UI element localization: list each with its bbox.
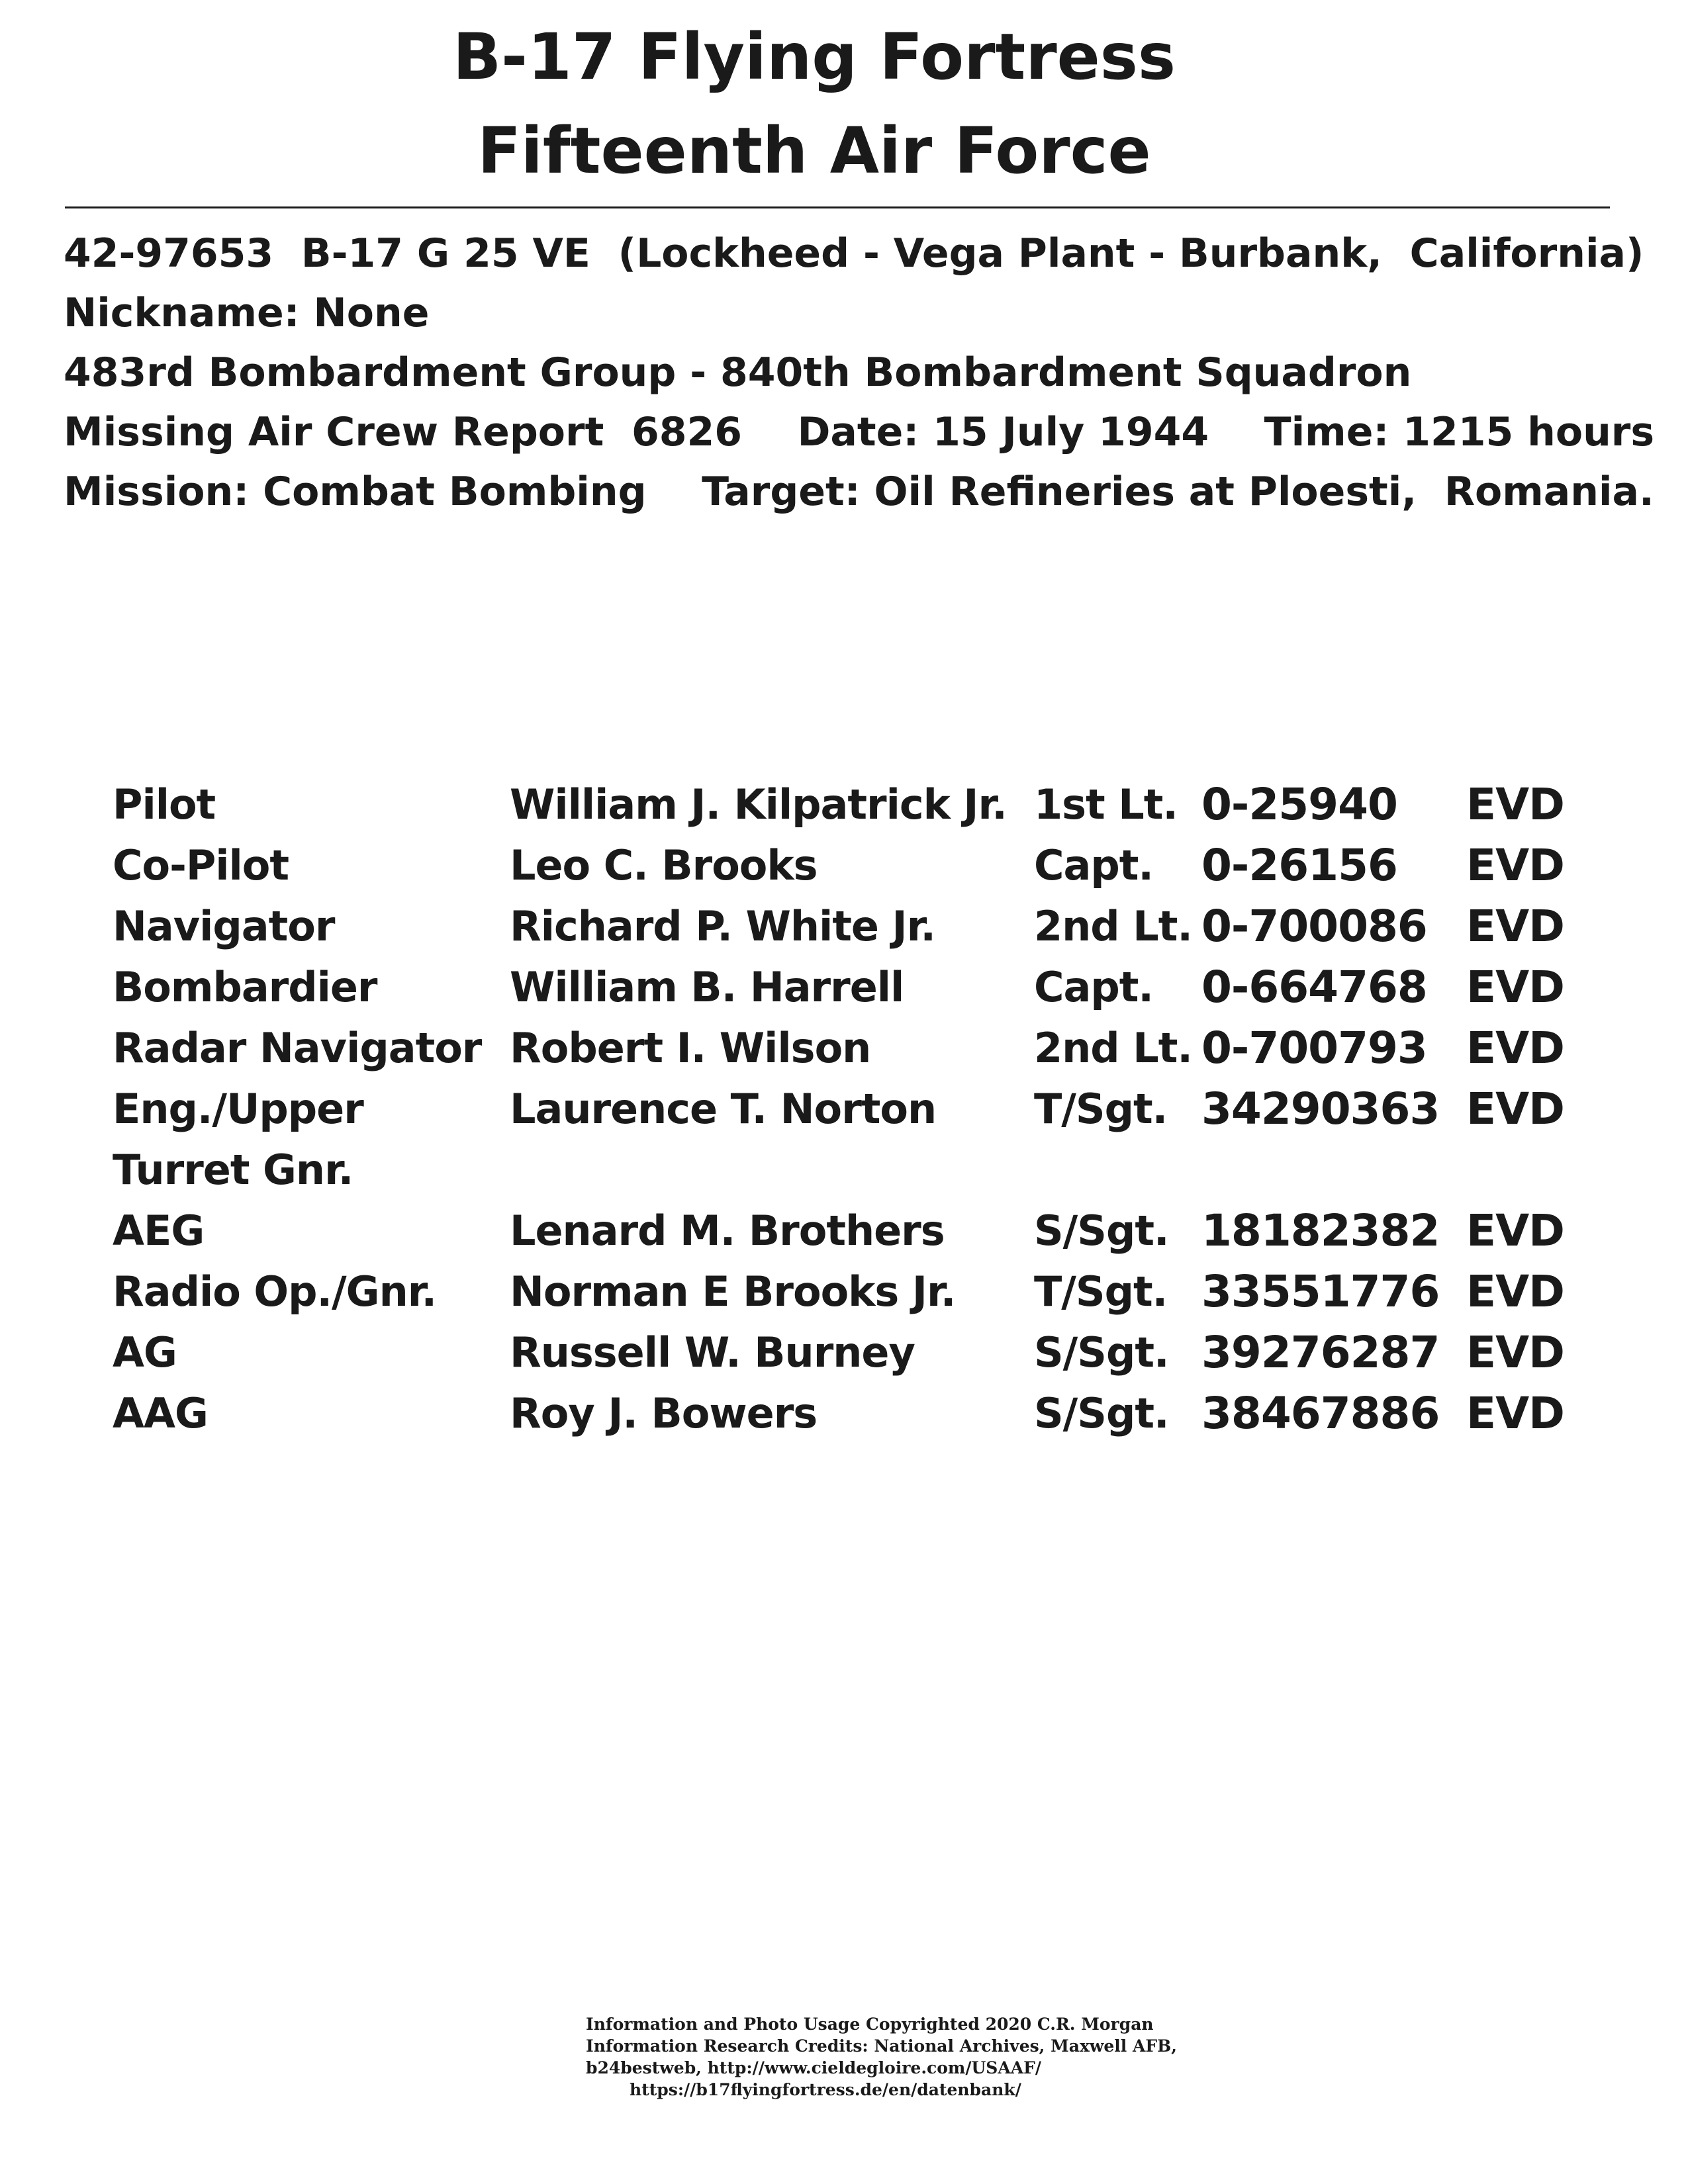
- crew-row: [113, 1018, 1595, 1079]
- crew-rank: S/Sgt.: [1034, 1389, 1169, 1437]
- crew-row: [113, 1261, 1595, 1322]
- crew-row: [113, 957, 1595, 1018]
- crew-position: AG: [113, 1328, 177, 1377]
- crew-position-line2: Turret Gnr.: [113, 1146, 353, 1194]
- crew-rank: 1st Lt.: [1034, 780, 1178, 829]
- crew-status: EVD: [1466, 1023, 1564, 1073]
- crew-status: EVD: [1466, 901, 1564, 952]
- crew-status: EVD: [1466, 779, 1564, 830]
- crew-rank: Capt.: [1034, 963, 1153, 1011]
- unit-line: 483rd Bombardment Group - 840th Bombardment Squadron: [64, 349, 1412, 396]
- crew-row: [113, 1383, 1595, 1444]
- crew-name: Roy J. Bowers: [510, 1389, 818, 1437]
- credits-line: Information Research Credits: National Archives, Maxwell AFB,: [586, 2036, 1177, 2056]
- crew-row: [113, 774, 1595, 835]
- crew-serial: 18182382: [1201, 1205, 1440, 1256]
- crew-status: EVD: [1466, 1388, 1564, 1439]
- aircraft-serial-line: 42-97653 B-17 G 25 VE (Lockheed - Vega Plant - Burbank, California): [64, 230, 1644, 277]
- crew-row: [113, 896, 1595, 957]
- crew-rank: T/Sgt.: [1034, 1267, 1168, 1316]
- crew-rank: S/Sgt.: [1034, 1328, 1169, 1377]
- crew-row: [113, 1079, 1595, 1201]
- crew-position-line1: Eng./Upper: [113, 1085, 363, 1133]
- crew-rank: S/Sgt.: [1034, 1206, 1169, 1255]
- crew-table: [113, 774, 1595, 1444]
- mission-line: Mission: Combat Bombing Target: Oil Refineries at Ploesti, Romania.: [64, 469, 1654, 515]
- crew-rank: 2nd Lt.: [1034, 1024, 1192, 1072]
- page-title: B-17 Flying Fortress: [452, 20, 1176, 94]
- crew-position: Radar Navigator: [113, 1024, 482, 1072]
- page-subtitle: Fifteenth Air Force: [477, 114, 1151, 188]
- crew-name: Robert I. Wilson: [510, 1024, 871, 1072]
- crew-position: Bombardier: [113, 963, 377, 1011]
- crew-position: Co-Pilot: [113, 841, 289, 889]
- crew-name: Laurence T. Norton: [510, 1085, 937, 1133]
- crew-serial: 0-25940: [1201, 779, 1397, 830]
- crew-row: [113, 1322, 1595, 1383]
- crew-name: William B. Harrell: [510, 963, 904, 1011]
- crew-status: EVD: [1466, 1327, 1564, 1378]
- credits-line: b24bestweb, http://www.cieldegloire.com/USAAF/: [586, 2058, 1042, 2077]
- crew-rank: T/Sgt.: [1034, 1085, 1168, 1133]
- crew-status: EVD: [1466, 962, 1564, 1013]
- crew-status: EVD: [1466, 1266, 1564, 1317]
- nickname-line: Nickname: None: [64, 290, 430, 336]
- crew-serial: 38467886: [1201, 1388, 1440, 1439]
- crew-status: EVD: [1466, 840, 1564, 891]
- crew-serial: 33551776: [1201, 1266, 1440, 1317]
- crew-name: Leo C. Brooks: [510, 841, 818, 889]
- crew-rank: Capt.: [1034, 841, 1153, 889]
- crew-position: [113, 1079, 503, 1201]
- crew-name: Russell W. Burney: [510, 1328, 915, 1377]
- crew-serial: 39276287: [1201, 1327, 1440, 1378]
- crew-position: Pilot: [113, 780, 216, 829]
- crew-row: [113, 835, 1595, 896]
- header-divider: [65, 206, 1610, 208]
- crew-status: EVD: [1466, 1083, 1564, 1134]
- copyright-line: Information and Photo Usage Copyrighted 2020 C.R. Morgan: [586, 2015, 1154, 2034]
- crew-serial: 0-700086: [1201, 901, 1427, 952]
- crew-position: Radio Op./Gnr.: [113, 1267, 436, 1316]
- crew-name: Lenard M. Brothers: [510, 1206, 945, 1255]
- crew-rank: 2nd Lt.: [1034, 902, 1192, 950]
- crew-serial: 0-700793: [1201, 1023, 1427, 1073]
- crew-row: [113, 1201, 1595, 1261]
- crew-position: AEG: [113, 1206, 205, 1255]
- crew-serial: 34290363: [1201, 1083, 1440, 1134]
- aircraft-info: [64, 224, 1655, 522]
- crew-serial: 0-26156: [1201, 840, 1397, 891]
- crew-name: William J. Kilpatrick Jr.: [510, 780, 1007, 829]
- crew-name: Norman E Brooks Jr.: [510, 1267, 956, 1316]
- crew-position: Navigator: [113, 902, 335, 950]
- macr-line: Missing Air Crew Report 6826 Date: 15 July 1944 Time: 1215 hours: [64, 409, 1655, 455]
- crew-position: AAG: [113, 1389, 208, 1437]
- crew-status: EVD: [1466, 1205, 1564, 1256]
- crew-serial: 0-664768: [1201, 962, 1427, 1013]
- crew-name: Richard P. White Jr.: [510, 902, 935, 950]
- credits-line: https://b17flyingfortress.de/en/datenbank/: [630, 2080, 1021, 2099]
- credits-footer: [586, 2013, 1182, 2101]
